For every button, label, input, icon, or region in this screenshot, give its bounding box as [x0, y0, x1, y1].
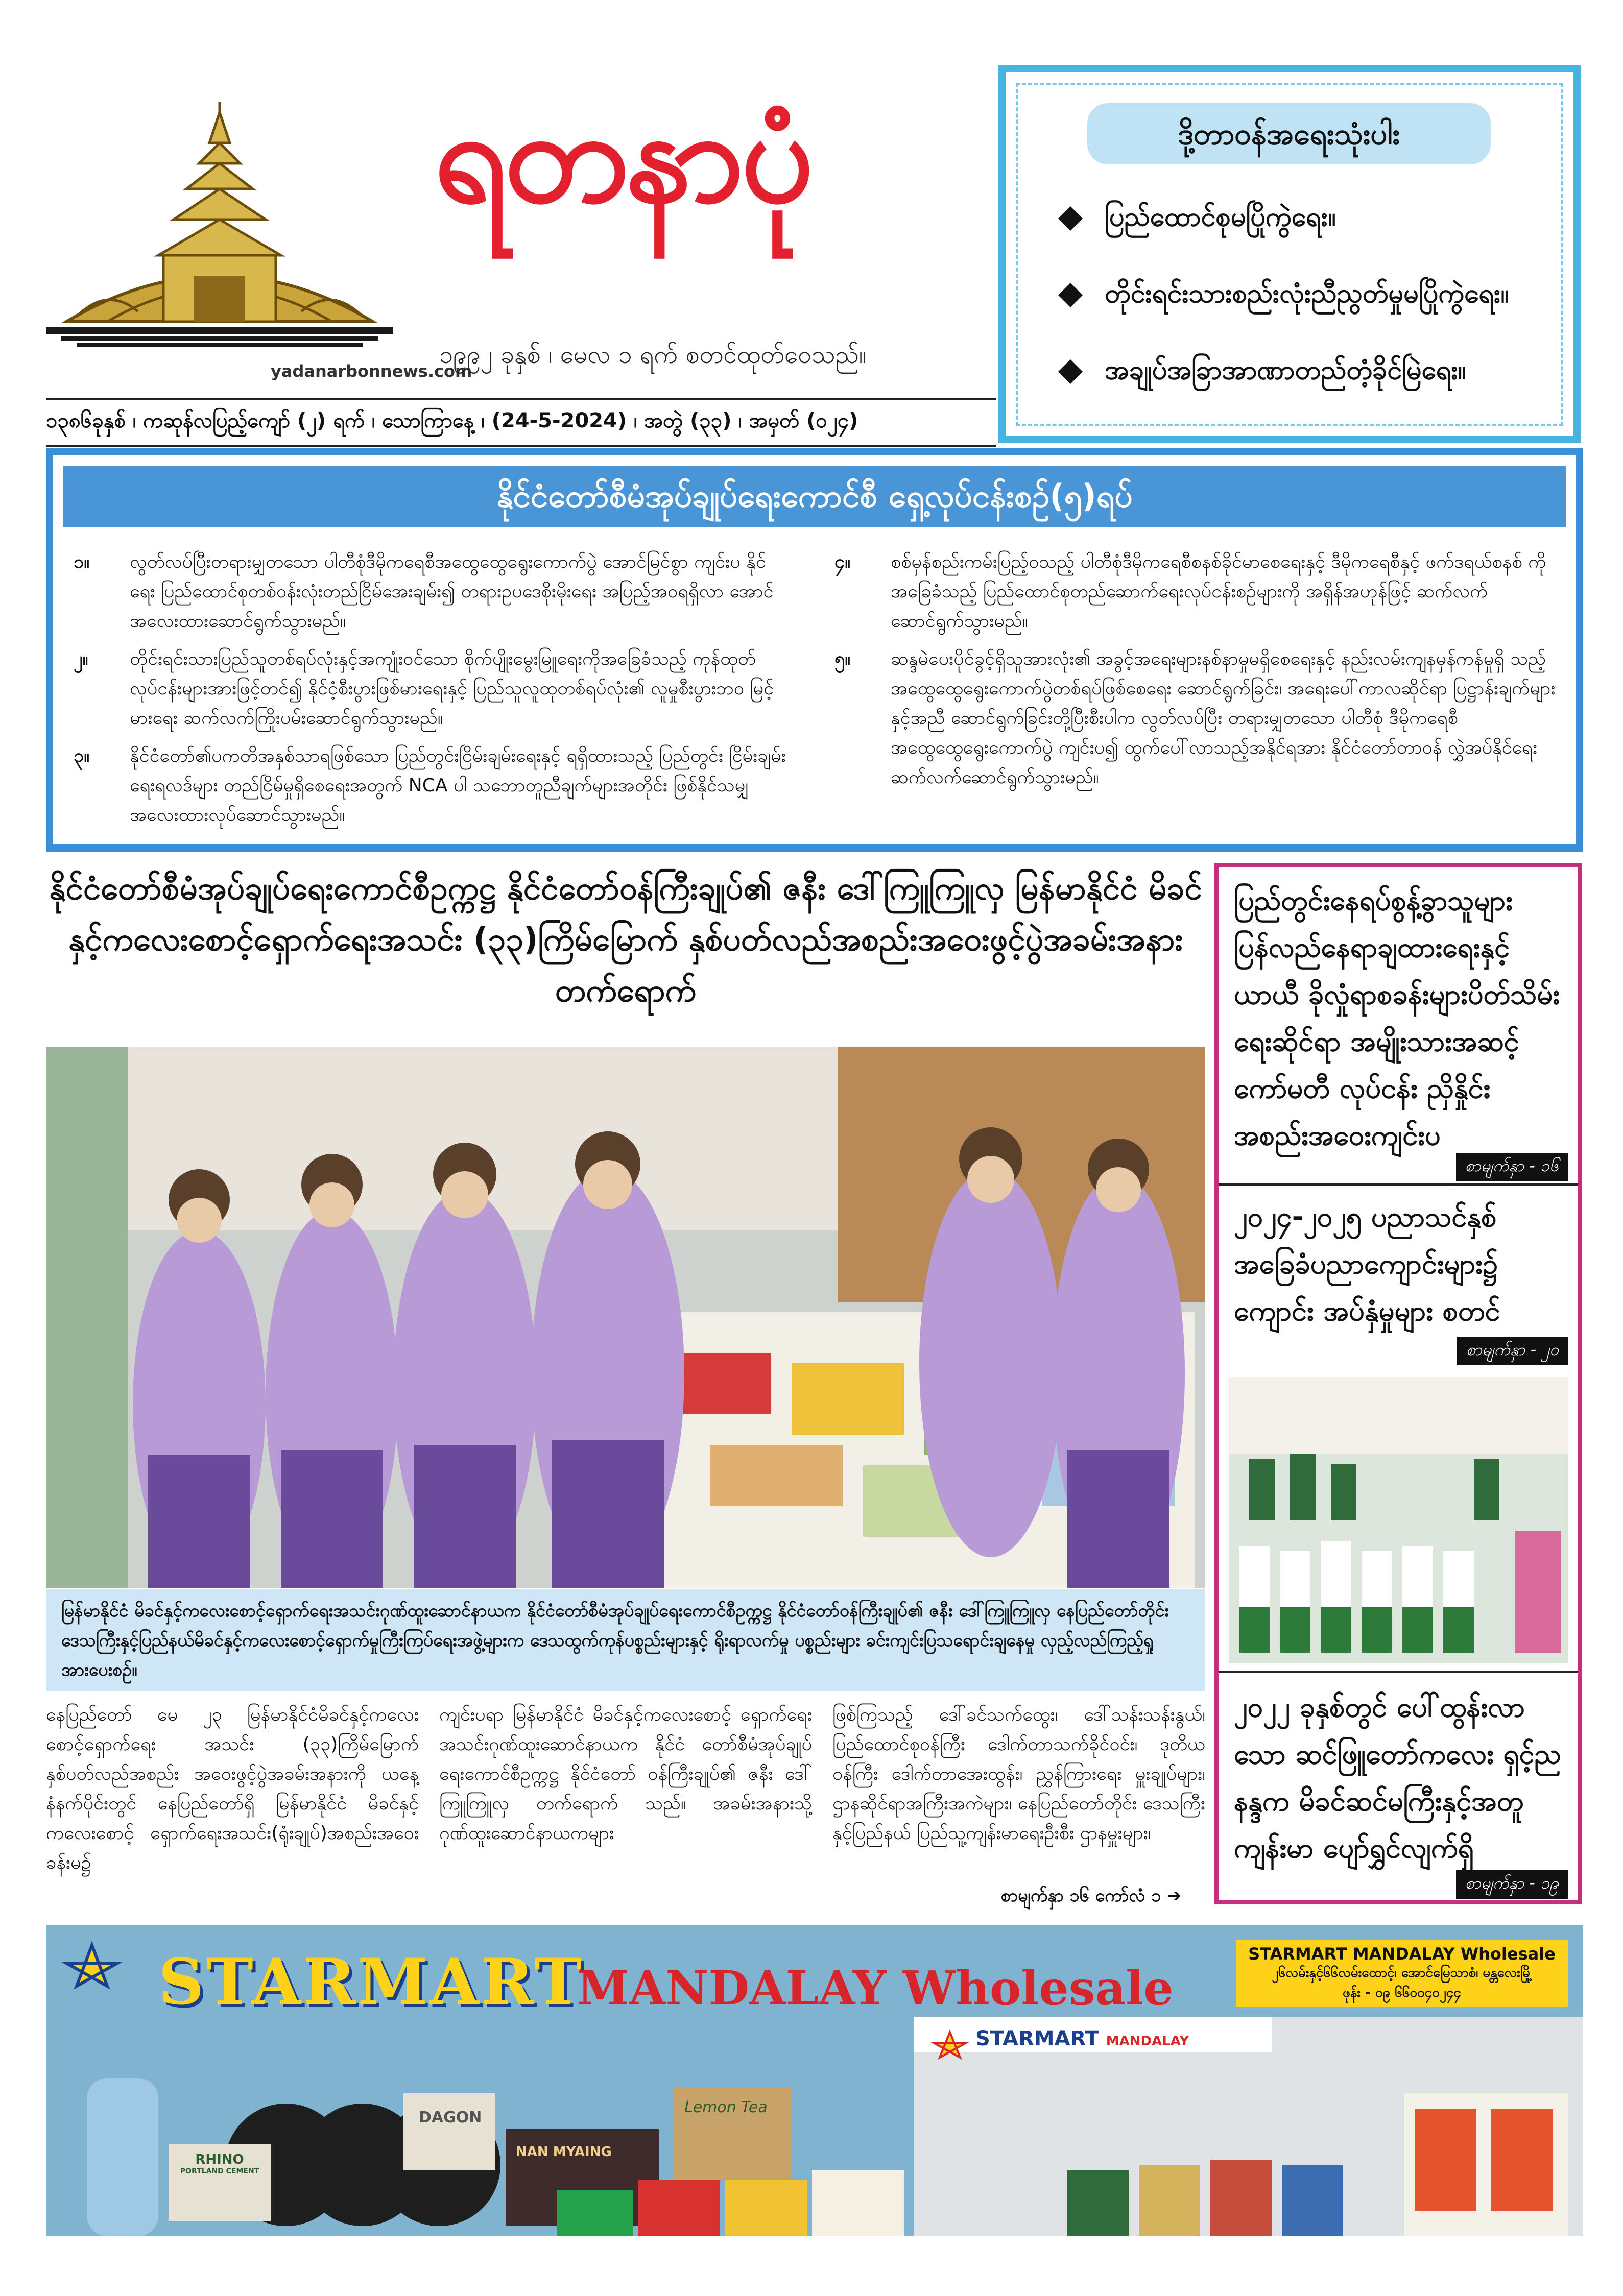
continued-link[interactable]: စာမျက်နှာ ၁၆ ကော်လံ ၁ ➔ [1001, 1886, 1182, 1906]
diamond-bullet-icon [1058, 359, 1083, 384]
main-headline[interactable]: နိုင်ငံတော်စီမံအုပ်ချုပ်ရေးကောင်စီဥက္ကဋ္ဌ နိုင်ငံတော်ဝန်ကြီးချုပ်၏ ဇနီး ဒေါ်ကြူကြူလှ မြန်မာနိုင်ငံ မိခင်နှင့်ကလေးစောင့်ရှောက်ရေးအသင်း (၃၃)ကြိမ်မြောက် နှစ်ပတ်လည်အစည်းအဝေးဖွင့်ပွဲအခမ်းအနား တက်ရောက် [49, 869, 1202, 1009]
ad-brand: STARMART [158, 1945, 584, 2019]
founded-date: ၁၉၉၂ ခုနှစ် ၊ မေလ ၁ ရက် စတင်ထုတ်ဝေသည်။ [439, 341, 867, 369]
ad-contact-box: STARMART MANDALAY Wholesale ၂၆လမ်းနှင့်၆၆လမ်းထောင့်၊ အောင်မြေသာစံ၊ မန္တလေးမြို့ ဖုန်း - ၀၉ ၆၆၀၀၄၀၂၄၄ [1236, 1940, 1568, 2007]
school-photo [1229, 1377, 1568, 1663]
page-tag[interactable]: စာမျက်နှာ - ၁၆ [1456, 1153, 1568, 1181]
diamond-bullet-icon [1058, 283, 1083, 307]
side-story-3[interactable]: ၂၀၂၂ ခုနှစ်တွင် ပေါ်ထွန်းလာသော ဆင်ဖြူတော်ကလေး ရှင့်ညနန္ဒက မိခင်ဆင်မကြီးနှင့်အတူ ကျန်းမာ ပျော်ရွှင်လျက်ရှိ [1234, 1691, 1561, 1864]
event-photo [46, 1047, 1205, 1588]
page-tag[interactable]: စာမျက်နှာ - ၁၉ [1456, 1870, 1568, 1899]
objectives-box [998, 65, 1581, 443]
masthead [46, 61, 1006, 439]
starmart-advertisement[interactable] [46, 1925, 1583, 2236]
objectives-title: ဒို့တာဝန်အရေးသုံးပါး [1087, 103, 1491, 164]
ad-subtitle: MANDALAY Wholesale [577, 1961, 1174, 2016]
product-rhino: RHINO PORTLAND CEMENT [180, 2152, 259, 2176]
product-dagon: DAGON [419, 2109, 482, 2126]
page-tag[interactable]: စာမျက်နှာ - ၂၀ [1457, 1337, 1568, 1365]
diamond-bullet-icon [1058, 206, 1083, 231]
policy-item: ၄။ စစ်မှန်စည်းကမ်းပြည့်ဝသည့် ပါတီစုံဒီမိုကရေစီစနစ်ခိုင်မာစေရေးနှင့် ဒီမိုကရေစီနှင့် ဖက်ဒရယ်စနစ် ကို အခြေခံသည့် ပြည်ထောင်စုတည်ဆောက်ရေးလုပ်ငန်းစဉ်များကို အရှိန်အဟုန်ဖြင့် ဆက်လက် ဆောင်ရွက်သွားမည်။ [834, 551, 1546, 632]
policy-item: ၅။ ဆန္ဒမဲပေးပိုင်ခွင့်ရှိသူအားလုံး၏ အခွင့်အရေးများနစ်နာမှုမရှိစေရေးနှင့် နည်းလမ်းကျနမှန်ကန်မှုရှိ သည့် အထွေထွေရွေးကောက်ပွဲတစ်ရပ်ဖြစ်စေရေး ဆောင်ရွက်ခြင်း၊ အရေးပေါ်ကာလဆိုင်ရာ ပြဋ္ဌာန်းချက်များနှင့်အညီ ဆောင်ရွက်ခြင်းတို့ပြီးစီးပါက လွတ်လပ်ပြီး တရားမျှတသော ပါတီစုံ ဒီမိုကရေစီ အထွေထွေရွေးကောက်ပွဲ ကျင်းပ၍ ထွက်ပေါ်လာသည့်အနိုင်ရအား နိုင်ငံတော်တာဝန် လွှဲအပ်နိုင်ရေး ဆက်လက်ဆောင်ရွက်သွားမည်။ [834, 648, 1556, 788]
body-column-2: ကျင်းပရာ မြန်မာနိုင်ငံ မိခင်နှင့်ကလေးစောင့် ရှောက်ရေးအသင်းဂုဏ်ထူးဆောင်နာယက နိုင်ငံ တော်စီမံအုပ်ချုပ်ရေးကောင်စီဥက္ကဋ္ဌ နိုင်ငံတော် ဝန်ကြီးချုပ်၏ ဇနီး ဒေါ်ကြူကြူလှ တက်ရောက် သည်။ အခမ်းအနားသို့ ဂုဏ်ထူးဆောင်နာယကများ [439, 1704, 812, 1844]
product-lemon-tea: Lemon Tea [684, 2098, 768, 2116]
policy-item: ၃။ နိုင်ငံတော်၏ပကတိအနှစ်သာရဖြစ်သော ပြည်တွင်းငြိမ်းချမ်းရေးနှင့် ရရှိထားသည့် ပြည်တွင်း ငြိမ်းချမ်းရေးရလဒ်များ တည်ငြိမ်မှုရှိစေရေးအတွက် NCA ပါ သဘောတူညီချက်များအတိုင်း ဖြစ်နိုင်သမျှ အလေးထားလုပ်ဆောင်သွားမည်။ [74, 745, 786, 826]
body-column-1: နေပြည်တော် မေ ၂၃ မြန်မာနိုင်ငံမိခင်နှင့်ကလေးစောင့်ရှောက်ရေး အသင်း (၃၃)ကြိမ်မြောက် နှစ်ပတ်လည်အစည်း အဝေးဖွင့်ပွဲအခမ်းအနားကို ယနေ့နံနက်ပိုင်းတွင် နေပြည်တော်ရှိ မြန်မာနိုင်ငံ မိခင်နှင့်ကလေးစောင့် ရှောက်ရေးအသင်း(ရုံးချုပ်)အစည်းအဝေးခန်းမ၌ [46, 1704, 419, 1873]
store-sign: STARMART MANDALAY [975, 2027, 1189, 2050]
product-nan-myaing: NAN MYAING [516, 2144, 612, 2160]
side-story-2[interactable]: ၂၀၂၄-၂၀၂၅ ပညာသင်နှစ် အခြေခံပညာကျောင်းများ၌ ကျောင်း အပ်နှံမှုများ စတင် [1234, 1201, 1500, 1327]
body-column-3: ဖြစ်ကြသည့် ဒေါ်ခင်သက်ထွေး၊ ဒေါ်သန်းသန်းနွယ်၊ ပြည်ထောင်စုဝန်ကြီး ဒေါက်တာသက်ခိုင်ဝင်း၊ ဒုတိယဝန်ကြီး ဒေါက်တာအေးထွန်း၊ ညွှန်ကြားရေး မှူးချုပ်များ၊ဌာနဆိုင်ရာအကြီးအကဲများ၊ နေပြည်တော်တိုင်း ဒေသကြီးနှင့်ပြည်နယ် ပြည်သူ့ကျန်းမာရေးဦးစီး ဌာနမှူးများ၊ [832, 1704, 1205, 1844]
newspaper-title: ရတနာပုံ [434, 81, 811, 231]
policy-item: ၁။ လွတ်လပ်ပြီးတရားမျှတသော ပါတီစုံဒီမိုကရေစီအထွေထွေရွေးကောက်ပွဲ အောင်မြင်စွာ ကျင်းပ နိုင်ရေး ပြည်ထောင်စုတစ်ဝန်းလုံးတည်ငြိမ်အေးချမ်း၍ တရားဥပဒေစိုးမိုးရေး အပြည့်အဝရရှိလာ အောင် အလေးထားဆောင်ရွက်သွားမည်။ [74, 551, 774, 632]
site-url[interactable]: yadanarbonnews.com [271, 361, 472, 381]
objective-item: အချုပ်အခြာအာဏာတည်တံ့ခိုင်မြဲရေး။ [1062, 353, 1466, 392]
palace-emblem-icon [46, 102, 393, 357]
objective-item: တိုင်းရင်းသားစည်းလုံးညီညွတ်မှုမပြိုကွဲရေး။ [1062, 277, 1509, 316]
policy-title: နိုင်ငံတော်စီမံအုပ်ချုပ်ရေးကောင်စီ ရှေ့လုပ်ငန်းစဉ်(၅)ရပ် [63, 466, 1566, 527]
photo-caption: မြန်မာနိုင်ငံ မိခင်နှင့်ကလေးစောင့်ရှောက်ရေးအသင်းဂုဏ်ထူးဆောင်နာယက နိုင်ငံတော်စီမံအုပ်ချုပ်ရေးကောင်စီဥက္ကဋ္ဌ နိုင်ငံတော်ဝန်ကြီးချုပ်၏ ဇနီး ဒေါ်ကြူကြူလှ နေပြည်တော်တိုင်းဒေသကြီးနှင့်ပြည်နယ်မိခင်နှင့်ကလေးစောင့်ရှောက်မှုကြီးကြပ်ရေးအဖွဲ့များက ဒေသထွက်ကုန်ပစ္စည်းများနှင့် ရိုးရာလက်မှု ပစ္စည်းများ ခင်းကျင်းပြသရောင်းချနေမှု လှည့်လည်ကြည့်ရှုအားပေးစဉ်။ [46, 1589, 1205, 1691]
policy-box [46, 448, 1583, 852]
divider [1219, 1671, 1578, 1673]
side-story-1[interactable]: ပြည်တွင်းနေရပ်စွန့်ခွာသူများ ပြန်လည်နေရာချထားရေးနှင့်ယာယီ ခိုလှုံရာစခန်းများပိတ်သိမ်းရေးဆိုင်ရာ အမျိုးသားအဆင့်ကော်မတီ လုပ်ငန်း ညှိနှိုင်းအစည်းအဝေးကျင်းပ [1234, 884, 1560, 1151]
divider [1219, 1183, 1578, 1186]
issue-info: ၁၃၈၆ခုနှစ် ၊ ကဆုန်လပြည့်ကျော် (၂) ရက် ၊ သောကြာနေ့ ၊ (24-5-2024) ၊ အတွဲ (၃၃) ၊ အမှတ် (၀၂၄) [46, 398, 996, 447]
policy-item: ၂။ တိုင်းရင်းသားပြည်သူတစ်ရပ်လုံးနှင့်အကျုံးဝင်သော စိုက်ပျိုးမွေးမြူရေးကိုအခြေခံသည့် ကုန်ထုတ် လုပ်ငန်းများအားဖြင့်တင်၍ နိုင်ငံ့စီးပွားဖြစ်မားရေးနှင့် ပြည်သူလူထုတစ်ရပ်လုံး၏ လူမှုစီးပွားဘဝ မြင့်မားရေး ဆက်လက်ကြိုးပမ်းဆောင်ရွက်သွားမည်။ [74, 648, 774, 729]
objective-item: ပြည်ထောင်စုမပြိုကွဲရေး။ [1062, 200, 1336, 239]
side-column [1214, 863, 1582, 1904]
